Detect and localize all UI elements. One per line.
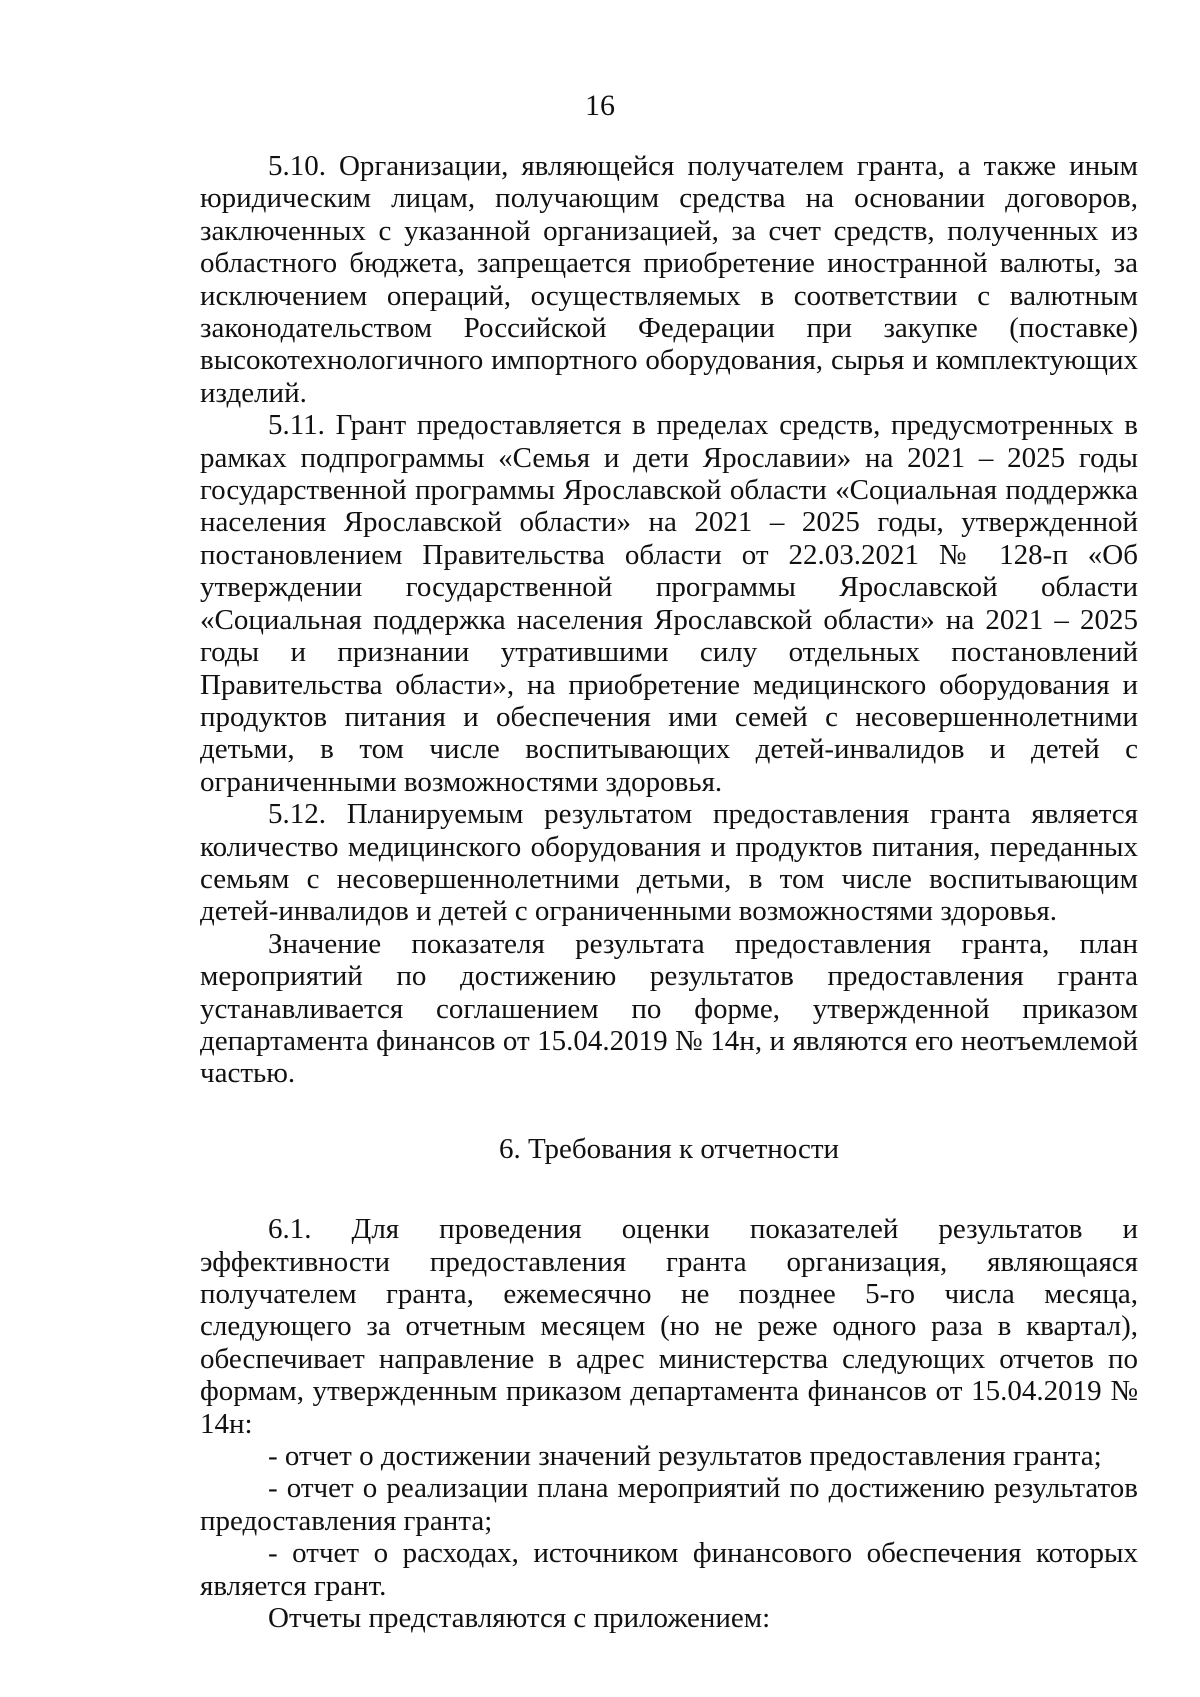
section-6-heading: 6. Требования к отчетности [498, 1132, 840, 1165]
report-list-item: - отчет о достижении значений результатов предоставления гранта; [268, 1440, 1102, 1473]
report-list-item: - отчет о реализации плана мероприятий по достижению результатов предоставления гранта; [200, 1472, 1138, 1537]
paragraph-5-11: 5.11. Грант предоставляется в пределах средств, предусмотренных в рамках подпрограммы «Семья и дети Ярославии» на 2021 – 2025 годы государственной программы Ярославской области «Социальная поддержка населения Ярославской области» на 2021 – 2025 годы, утвержденной постановлением Правительства области от 22.03.2021 № 128-п «Об утверждении государственной программы Ярославской области «Социальная поддержка населения Ярославской области» на 2021 – 2025 годы и признании утратившими силу отдельных постановлений Правительства области», на приобретение медицинского оборудования и продуктов питания и обеспечения ими семей с несовершеннолетними детьми, в том числе воспитывающих детей-инвалидов и детей с ограниченными возможностями здоровья. [200, 409, 1138, 798]
paragraph-5-12: 5.12. Планируемым результатом предоставления гранта является количество медицинского оборудования и продуктов питания, переданных семьям с несовершеннолетними детьми, в том числе воспитывающим детей-инвалидов и детей с ограниченными возможностями здоровья. [200, 798, 1138, 928]
document-body [200, 150, 1138, 1634]
page-number: 16 [585, 89, 615, 122]
report-list-item: - отчет о расходах, источником финансового обеспечения которых является грант. [200, 1537, 1138, 1602]
paragraph-5-12-indicator-value: Значение показателя результата предоставления гранта, план мероприятий по достижению результатов предоставления гранта устанавливается соглашением по форме, утвержденной приказом департамента финансов от 15.04.2019 № 14н, и являются его неотъемлемой частью. [200, 927, 1138, 1090]
paragraph-5-10: 5.10. Организации, являющейся получателем гранта, а также иным юридическим лицам, получающим средства на основании договоров, заключенных с указанной организацией, за счет средств, полученных из областного бюджета, запрещается приобретение иностранной валюты, за исключением операций, осуществляемых в соответствии с валютным законодательством Российской Федерации при закупке (поставке) высокотехнологичного импортного оборудования, сырья и комплектующих изделий. [200, 150, 1138, 409]
attachments-intro: Отчеты представляются с приложением: [268, 1602, 771, 1635]
paragraph-6-1: 6.1. Для проведения оценки показателей результатов и эффективности предоставления гранта организация, являющаяся получателем гранта, ежемесячно не позднее 5-го числа месяца, следующего за отчетным месяцем (но не реже одного раза в квартал), обеспечивает направление в адрес министерства следующих отчетов по формам, утвержденным приказом департамента финансов от 15.04.2019 № 14н: [200, 1213, 1138, 1440]
